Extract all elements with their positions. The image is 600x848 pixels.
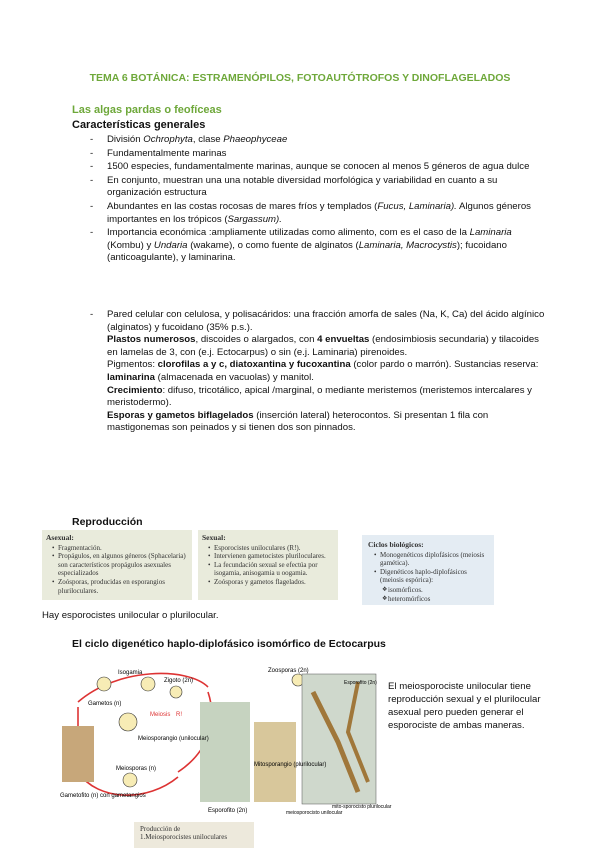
photo-title-label: Esporofito (2n) bbox=[344, 680, 377, 686]
gametophyte-label: Gametofito (n) con gametangios bbox=[60, 793, 146, 799]
esporas-line: Esporas y gametos biflagelados (inserción lateral) heterocontos. Si presentan 1 fila con mastigonemas son peinados y si tienen dos son pinnados. bbox=[107, 409, 489, 434]
subheading: Características generales bbox=[72, 119, 206, 131]
rt-label: R! bbox=[176, 712, 182, 718]
mitosporangium-label: Mitosporangio (plurilocular) bbox=[254, 762, 327, 768]
wall-section bbox=[90, 309, 550, 435]
isogamia-label: Isogamia bbox=[118, 670, 143, 676]
zygote-label: Zigoto (2n) bbox=[164, 678, 194, 684]
gamete-cell bbox=[97, 677, 111, 691]
zygote-cell bbox=[170, 686, 182, 698]
meiosporangium-cell bbox=[119, 713, 137, 731]
gametophyte-image bbox=[62, 726, 94, 782]
reproduction-heading: Reproducción bbox=[72, 516, 143, 528]
list-item: - En conjunto, muestran una una notable diversidad morfológica y variabilidad en cuanto a su organización estructura bbox=[90, 174, 498, 199]
characteristics-list bbox=[72, 134, 542, 266]
gamete-cell bbox=[141, 677, 155, 691]
side-note: El meiosporociste unilocular tiene reproducción sexual y el plurilocular asexual pero pueden generar el esporociste de ambas maneras. bbox=[388, 681, 541, 731]
list-item: - Fundamentalmente marinas bbox=[90, 147, 227, 159]
sporophyte-image bbox=[200, 702, 250, 802]
section-heading: Las algas pardas o feofíceas bbox=[72, 104, 222, 116]
cycle-heading: El ciclo digenético haplo-diplofásico isomórfico de Ectocarpus bbox=[72, 638, 386, 650]
meiosporangium-label: Meiosporangio (unilocular) bbox=[138, 736, 209, 742]
list-item: - 1500 especies, fundamentalmente marinas, aunque se conocen al menos 5 géneros de agua dulce bbox=[90, 161, 530, 173]
list-item: - División Ochrophyta, clase Phaeophyceae bbox=[90, 134, 288, 145]
list-item: - Abundantes en las costas rocosas de mares fríos y templados (Fucus, Laminaria). Algunos géneros importantes en los trópicos (Sargassum). bbox=[90, 200, 531, 225]
pigmentos-line: Pigmentos: clorofilas a y c, diatoxantina y fucoxantina (color pardo o marrón). Sustancias reserva: laminarina (almacenada en vacuolas) y manitol. bbox=[107, 359, 539, 383]
photo-meio-label: meiosporocisto unilocular bbox=[286, 810, 343, 816]
meiospores-label: Meiosporas (n) bbox=[116, 766, 157, 772]
meiospore-cell bbox=[123, 773, 137, 787]
meiosis-label: Meiosis bbox=[150, 712, 171, 718]
zoospores-label: Zoosporas (2n) bbox=[268, 668, 309, 674]
cycles-box: Ciclos biológicos: • Monogenéticos diplofásicos (meiosis gamética). • Digenéticos haplo-diplofásicos (meiosis espórica): ❖ isomórficos. ❖ heteromórficos bbox=[362, 535, 494, 605]
list-item: - Importancia económica :ampliamente utilizadas como alimento, com es el caso de la Laminaria (Kombu) y Undaria (wakame), o como fuente de alginatos (Laminaria, Macrocystis); fucoidano (anticoagulante), y laminarina. bbox=[90, 227, 512, 264]
sporophyte-label: Esporofito (2n) bbox=[208, 808, 248, 814]
plastos-line: Plastos numerosos, discoides o alargados, con 4 envueltas (endosimbiosis secundaria) y tilacoides en lamelas de 3, con (e.j. Ectocarpus) o sin (e.j. Laminaria) pirenoides. bbox=[107, 334, 539, 358]
photo-mito-label: mito-sporocisto plurilocular bbox=[332, 804, 392, 810]
gametes-label: Gametos (n) bbox=[88, 701, 122, 707]
sexual-box: Sexual: • Esporocistes uniloculares (R!). • Intervienen gametocistes pluriloculares. • La fecundación sexual se efectúa por isogamia, anisogamia u oogamia. • Zoósporas y gametos flagelados. bbox=[198, 530, 338, 600]
asexual-box: Asexual: • Fragmentación. • Propágulos, en algunos géneros (Sphacelaria) son característicos propágulos asexuales especializados • Zoósporas, producidas en esporangios pluriloculares. bbox=[42, 530, 192, 600]
note-text: Hay esporocistes unilocular o plurilocular. bbox=[42, 610, 219, 621]
page-title: TEMA 6 BOTÁNICA: ESTRAMENÓPILOS, FOTOAUTÓTROFOS Y DINOFLAGELADOS bbox=[89, 72, 511, 84]
production-box: Producción de 1.Meiosporocistes uniloculares bbox=[134, 822, 254, 848]
crecimiento-line: Crecimiento: difuso, tricotálico, apical /marginal, o mediante meristemos (meristemos intercalares y meristodermo). bbox=[107, 384, 532, 409]
ectocarpus-cycle-diagram bbox=[58, 662, 392, 820]
wall-line: - Pared celular con celulosa, y polisacáridos: una fracción amorfa de sales (Na, K, Ca) del ácido algínico (alginatos) y fucoidano (35% p.s.). bbox=[90, 309, 545, 333]
